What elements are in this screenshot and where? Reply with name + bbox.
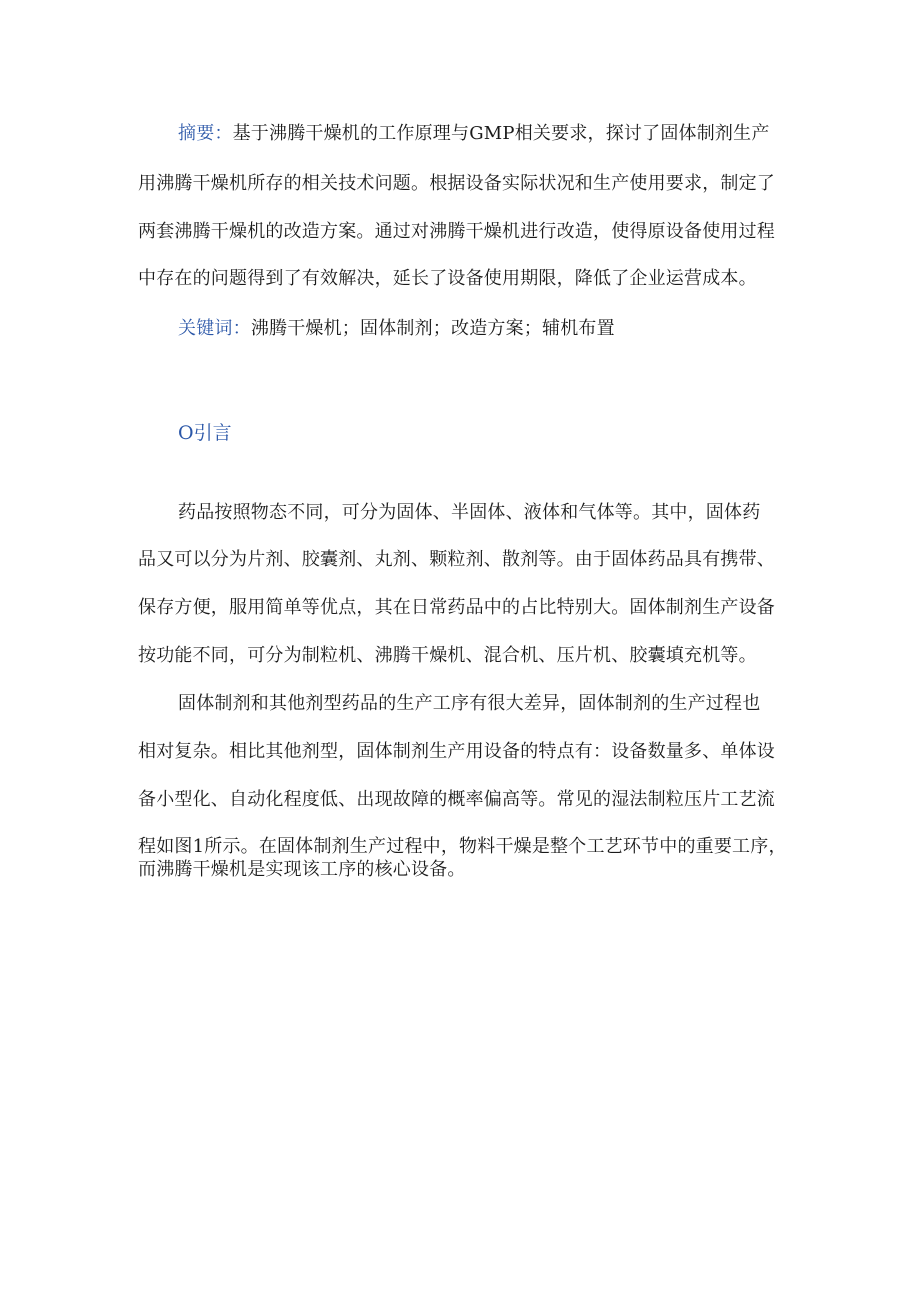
keywords-label: 关键词： <box>178 318 251 339</box>
abstract-line-4: 中存在的问题得到了有效解决，延长了设备使用期限，降低了企业运营成本。 <box>138 268 757 289</box>
keywords-text: 沸腾干燥机；固体制剂；改造方案；辅机布置 <box>250 318 615 339</box>
paragraph-1-line-4: 按功能不同，可分为制粒机、沸腾干燥机、混合机、压片机、胶囊填充机等。 <box>138 645 757 666</box>
keywords-line <box>178 317 615 341</box>
paragraph-2-line-1: 固体制剂和其他剂型药品的生产工序有很大差异，固体制剂的生产过程也 <box>178 693 761 714</box>
paragraph-1-line-3: 保存方便，服用简单等优点，其在日常药品中的占比特别大。固体制剂生产设备 <box>138 597 775 618</box>
section-heading: O引言 <box>178 422 232 444</box>
paragraph-2-line-5: 而沸腾干燥机是实现该工序的核心设备。 <box>138 859 466 880</box>
abstract-line-3: 两套沸腾干燥机的改造方案。通过对沸腾干燥机进行改造，使得原设备使用过程 <box>138 221 775 242</box>
paragraph-1-line-1: 药品按照物态不同，可分为固体、半固体、液体和气体等。其中，固体药 <box>178 502 761 523</box>
paragraph-2-line-4: 程如图1所示。在固体制剂生产过程中，物料干燥是整个工艺环节中的重要工序， <box>138 836 787 857</box>
abstract-line-1 <box>178 122 770 146</box>
paragraph-2-line-2: 相对复杂。相比其他剂型，固体制剂生产用设备的特点有：设备数量多、单体设 <box>138 741 775 762</box>
paragraph-2-line-3: 备小型化、自动化程度低、出现故障的概率偏高等。常见的湿法制粒压片工艺流 <box>138 789 775 810</box>
abstract-line-2: 用沸腾干燥机所存的相关技术问题。根据设备实际状况和生产使用要求，制定了 <box>138 173 775 194</box>
paragraph-1-line-2: 品又可以分为片剂、胶囊剂、丸剂、颗粒剂、散剂等。由于固体药品具有携带、 <box>138 549 775 570</box>
abstract-label: 摘要： <box>178 123 233 144</box>
abstract-text-1: 基于沸腾干燥机的工作原理与GMP相关要求，探讨了固体制剂生产 <box>232 123 770 144</box>
